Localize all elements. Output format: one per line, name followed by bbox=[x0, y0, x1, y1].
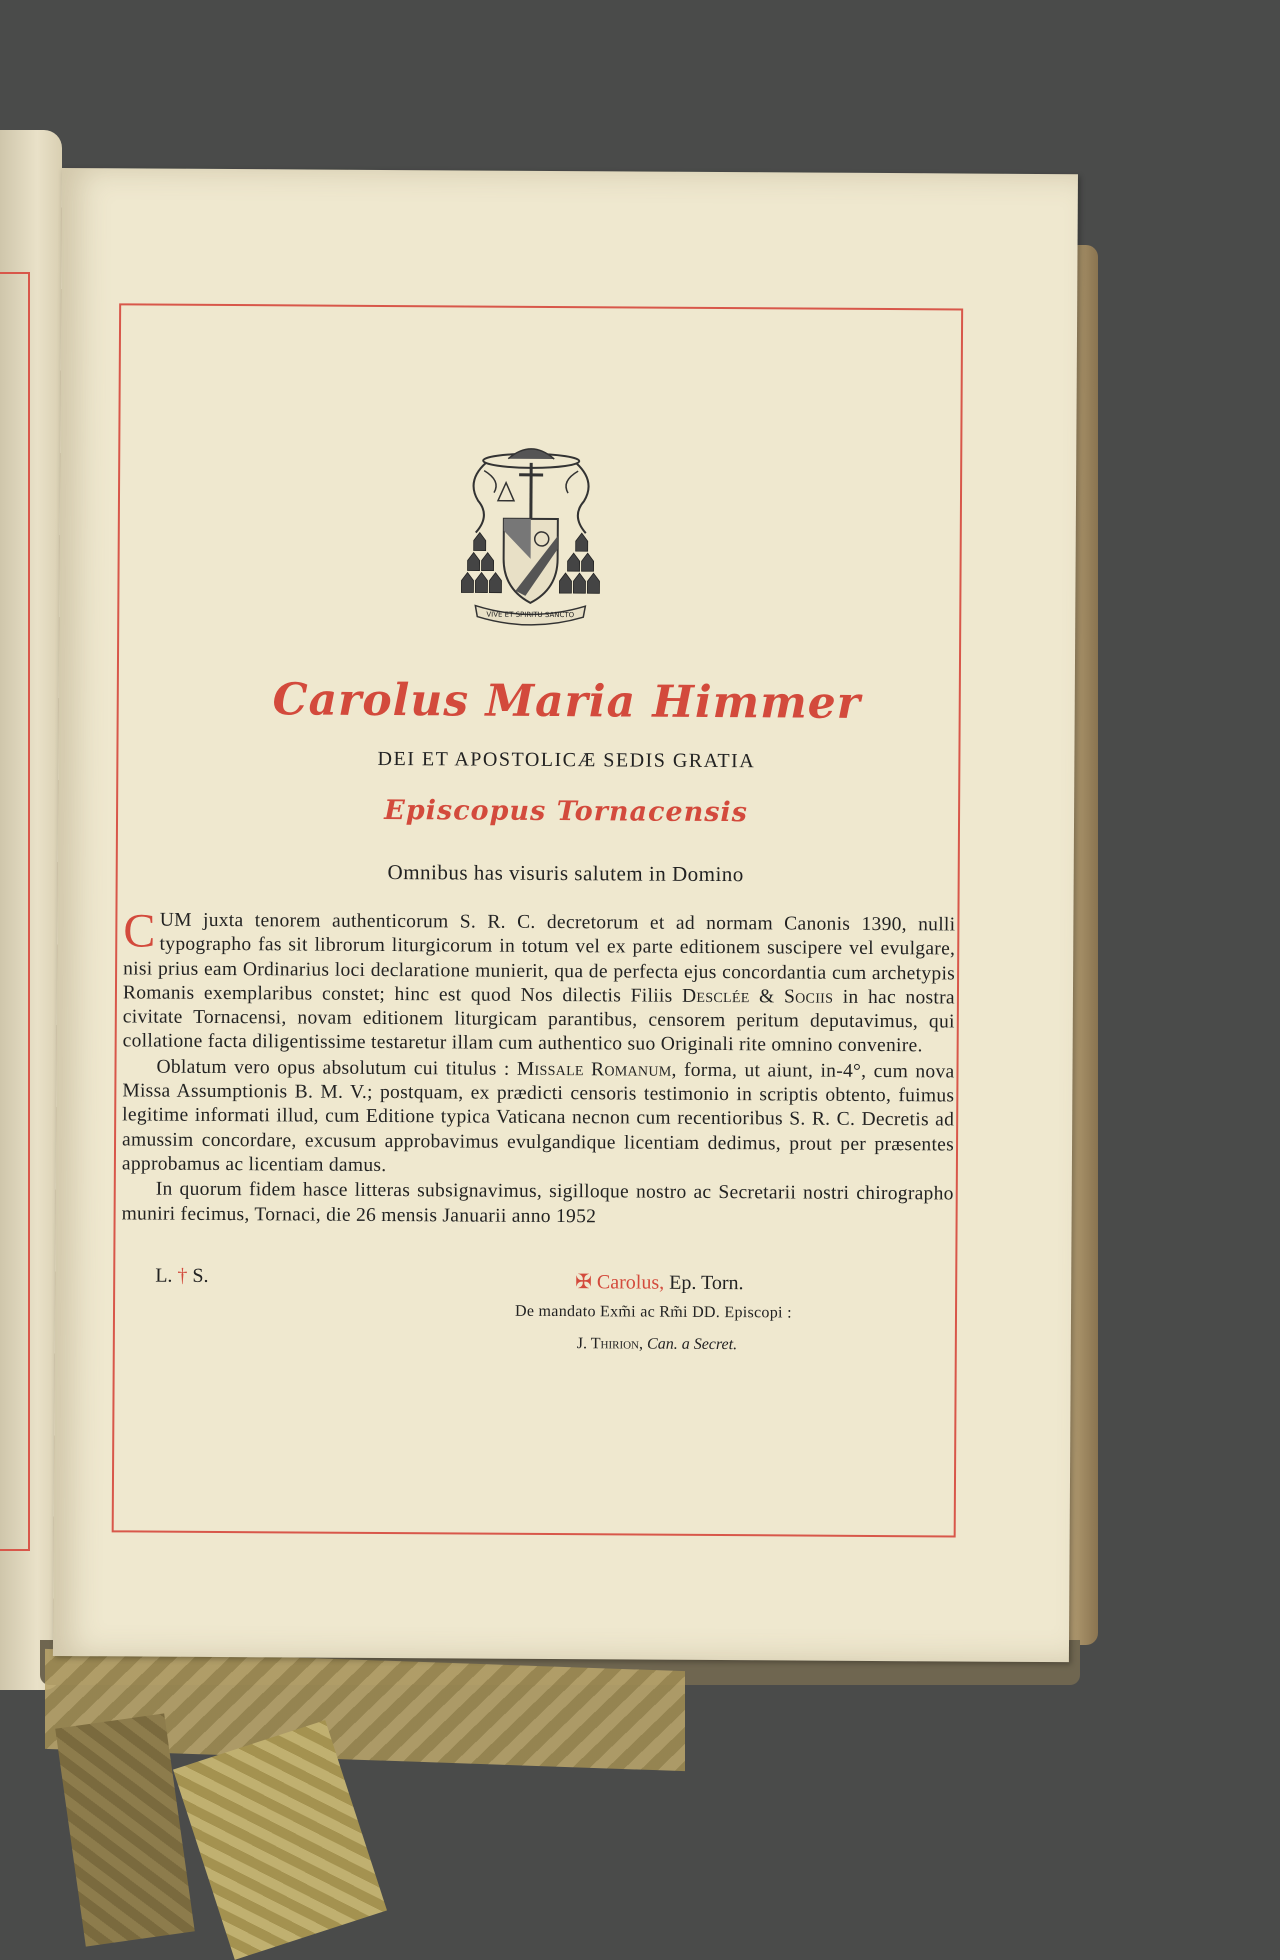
decree-body bbox=[122, 908, 956, 1232]
drop-cap: C bbox=[123, 910, 156, 952]
book-page bbox=[53, 168, 1078, 1662]
ls-l: L. bbox=[155, 1265, 172, 1287]
paragraph-2-text-b: , forma, ut aiunt, in-4°, cum nova Missa Assumptionis B. M. V.; postquam, ex prædicti censoris testimonio in scriptis obtento, fuimus legitime informati illud, cum Editione typica Vaticana necnon cum recentioribus S. R. C. Decretis ad amussim concordare, excusum approbavimus evulgandique licentiam dedimus, prout per præsentes approbamus ac licentiam damus. bbox=[122, 1060, 955, 1176]
signature-cross-icon: ✠ bbox=[575, 1271, 592, 1293]
facing-page-border bbox=[0, 272, 30, 1551]
ls-s: S. bbox=[192, 1265, 208, 1287]
secretary-role: Can. a Secret. bbox=[647, 1336, 737, 1354]
salutation: Omnibus has visuris salutem in Domino bbox=[58, 858, 1074, 889]
paragraph-1-text-b: in hac nostra civitate Tornacensi, novam editionem liturgicam parantibus, censorem peritum deputavimus, qui collatione facta diligentissime testaretur illam cum authentico suo Originali rite omnino convenire. bbox=[123, 987, 955, 1057]
bishop-signature bbox=[575, 1269, 743, 1295]
mandate-line: De mandato Exm̃i ac Rm̃i DD. Episcopi : bbox=[515, 1303, 792, 1323]
secretary-signature bbox=[577, 1335, 737, 1354]
signature-name: Carolus, bbox=[597, 1271, 664, 1293]
secretary-name: J. Thirion, bbox=[577, 1335, 643, 1352]
paragraph-2 bbox=[122, 1055, 955, 1182]
locus-sigilli bbox=[155, 1265, 208, 1288]
grace-formula: DEI ET APOSTOLICÆ SEDIS GRATIA bbox=[58, 746, 1074, 775]
work-title: Missale Romanum bbox=[517, 1059, 672, 1081]
crest-motto: VIVE ET SPIRITU SANCTO bbox=[486, 611, 574, 620]
paragraph-1 bbox=[123, 908, 956, 1059]
paragraph-3: In quorum fidem hasce litteras subsignavimus, sigilloque nostro ac Secretarii nostri chirographo muniri fecimus, Tornaci, die 26 mensis Januarii anno 1952 bbox=[122, 1178, 954, 1232]
bishop-name: Carolus Maria Himmer bbox=[59, 673, 1075, 730]
ls-cross-icon: † bbox=[177, 1265, 187, 1287]
paragraph-1-text-a: UM juxta tenorem authenticorum S. R. C. decretorum et ad normam Canonis 1390, nulli typographo fas sit librorum liturgicorum in totum vel ex parte editionem suscipere vel evulgare, nisi prius eam Ordinarius loci declaratione munierit, qua de perfecta ejus concordantia cum archetypis Romanis exemplaribus constet; hinc est quod Nos dilectis Filiis bbox=[123, 910, 956, 1007]
episcopal-title: Episcopus Tornacensis bbox=[58, 793, 1074, 830]
coat-of-arms bbox=[455, 440, 606, 626]
signature-see: Ep. Torn. bbox=[664, 1272, 743, 1294]
paragraph-2-text-a: Oblatum vero opus absolutum cui titulus : bbox=[156, 1056, 517, 1079]
publisher-name: Desclée & Sociis bbox=[682, 986, 833, 1008]
